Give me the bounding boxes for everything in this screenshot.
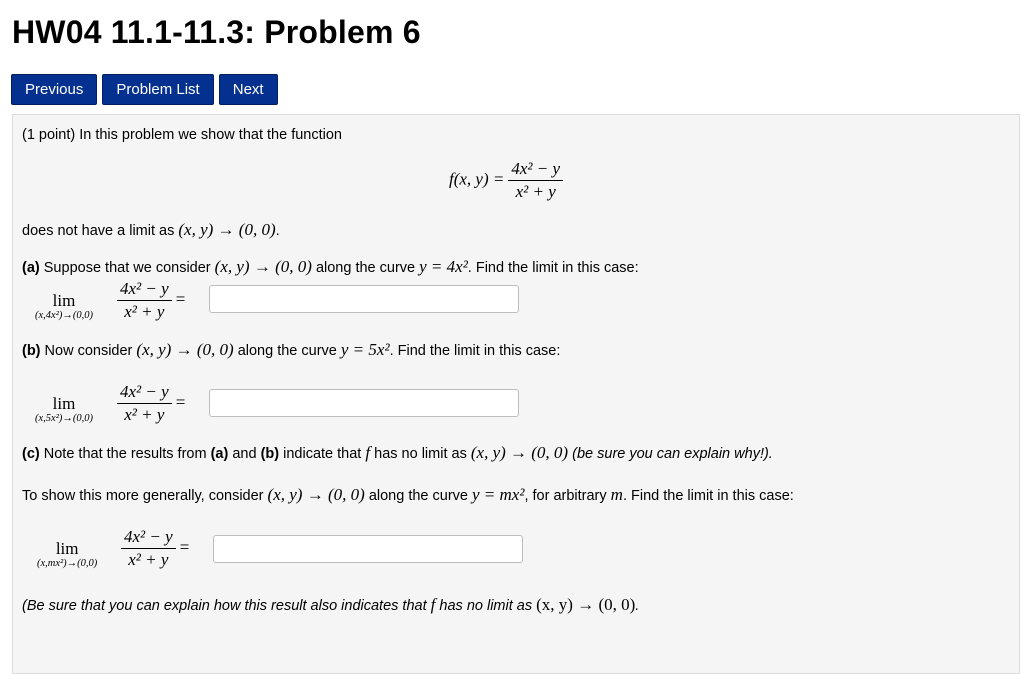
general-text-pre: To show this more generally, consider [22,488,264,504]
fraction-denominator: x² + y [515,182,556,201]
part-b-fraction [117,382,172,425]
general-curve: y = mx² [472,485,525,504]
function-fraction [508,159,563,202]
part-c-denominator: x² + y [128,550,169,569]
part-c-ref-a: (a) [210,446,229,462]
part-c-text-pre: Note that the results from [43,446,207,462]
general-line [22,485,794,505]
part-b-text-mid: along the curve [237,343,337,359]
part-a-text-post: . Find the limit in this case: [467,260,639,276]
part-b-text-post: . Find the limit in this case: [389,343,561,359]
fraction-numerator: 4x² − y [508,159,563,181]
final-note-mid: has no limit as [439,598,533,614]
part-b-line [22,340,560,360]
part-a-text-mid: along the curve [315,260,416,276]
general-m: m [610,485,623,504]
part-a-lim-sub: (x,4x²)→(0,0) [35,310,93,321]
part-c-limit-expression: (x, y) → (0, 0) [470,443,569,462]
problem-intro: (1 point) In this problem we show that the function [22,127,342,143]
no-limit-period: . [275,223,280,239]
no-limit-line [22,220,280,240]
answer-c-input[interactable] [213,535,523,563]
part-b-label: (b) [22,343,41,359]
part-c-fraction [121,527,176,570]
part-b-equals: = [175,392,186,412]
limit-expression: (x, y) → (0, 0) [178,220,276,239]
part-a-denominator: x² + y [124,302,165,321]
part-c-text-mid: indicate that [283,446,362,462]
page-title: HW04 11.1-11.3: Problem 6 [12,14,421,50]
previous-button[interactable]: Previous [11,74,97,105]
general-text-post1: , for arbitrary [524,488,607,504]
part-c-equals: = [179,537,190,557]
part-a-line [22,257,639,277]
part-c-text-mid2: has no limit as [374,446,467,462]
part-b-limit-expression: (x, y) → (0, 0) [136,340,234,359]
part-a-limit-expression: (x, y) → (0, 0) [214,257,312,276]
part-c-fraction-row [121,527,189,570]
part-c-lim-sub: (x,mx²)→(0,0) [37,558,98,569]
part-b-lim-word: lim [52,394,76,413]
final-note-limit-expression: (x, y) → (0, 0) [536,595,636,614]
part-a-limit [35,291,93,321]
general-text-mid: along the curve [368,488,468,504]
part-c-line [22,443,773,463]
problem-list-button[interactable]: Problem List [102,74,213,105]
part-c-and: and [232,446,257,462]
part-b-text-pre: Now consider [44,343,133,359]
part-b-fraction-row [117,382,185,425]
part-c-limit [37,539,97,569]
part-c-label: (c) [22,446,40,462]
part-a-numerator: 4x² − y [117,279,172,301]
final-note [22,595,639,615]
part-a-label: (a) [22,260,40,276]
part-a-equals: = [175,289,186,309]
no-limit-text: does not have a limit as [22,223,175,239]
function-display [449,159,563,202]
final-note-post: . [635,598,640,614]
final-note-f: f [430,595,436,614]
part-a-curve: y = 4x² [419,257,468,276]
part-b-denominator: x² + y [124,405,165,424]
part-c-lim-word: lim [55,539,79,558]
problem-box [12,114,1020,674]
final-note-pre: (Be sure that you can explain how this result also indicates that [22,598,427,614]
general-text-post2: . Find the limit in this case: [622,488,794,504]
answer-b-input[interactable] [209,389,519,417]
part-a-fraction-row [117,279,185,322]
problem-nav [11,74,278,105]
part-a-lim-word: lim [52,291,76,310]
part-a-fraction [117,279,172,322]
function-lhs: f(x, y) = [449,169,505,189]
part-b-curve: y = 5x² [340,340,390,359]
part-b-limit [35,394,93,424]
part-a-text-pre: Suppose that we consider [43,260,211,276]
part-c-numerator: 4x² − y [121,527,176,549]
next-button[interactable]: Next [219,74,278,105]
part-b-lim-sub: (x,5x²)→(0,0) [35,413,93,424]
part-c-ref-b: (b) [260,446,280,462]
part-c-f: f [365,443,371,462]
part-c-note: (be sure you can explain why!). [572,446,773,462]
general-limit-expression: (x, y) → (0, 0) [267,485,365,504]
answer-a-input[interactable] [209,285,519,313]
part-b-numerator: 4x² − y [117,382,172,404]
